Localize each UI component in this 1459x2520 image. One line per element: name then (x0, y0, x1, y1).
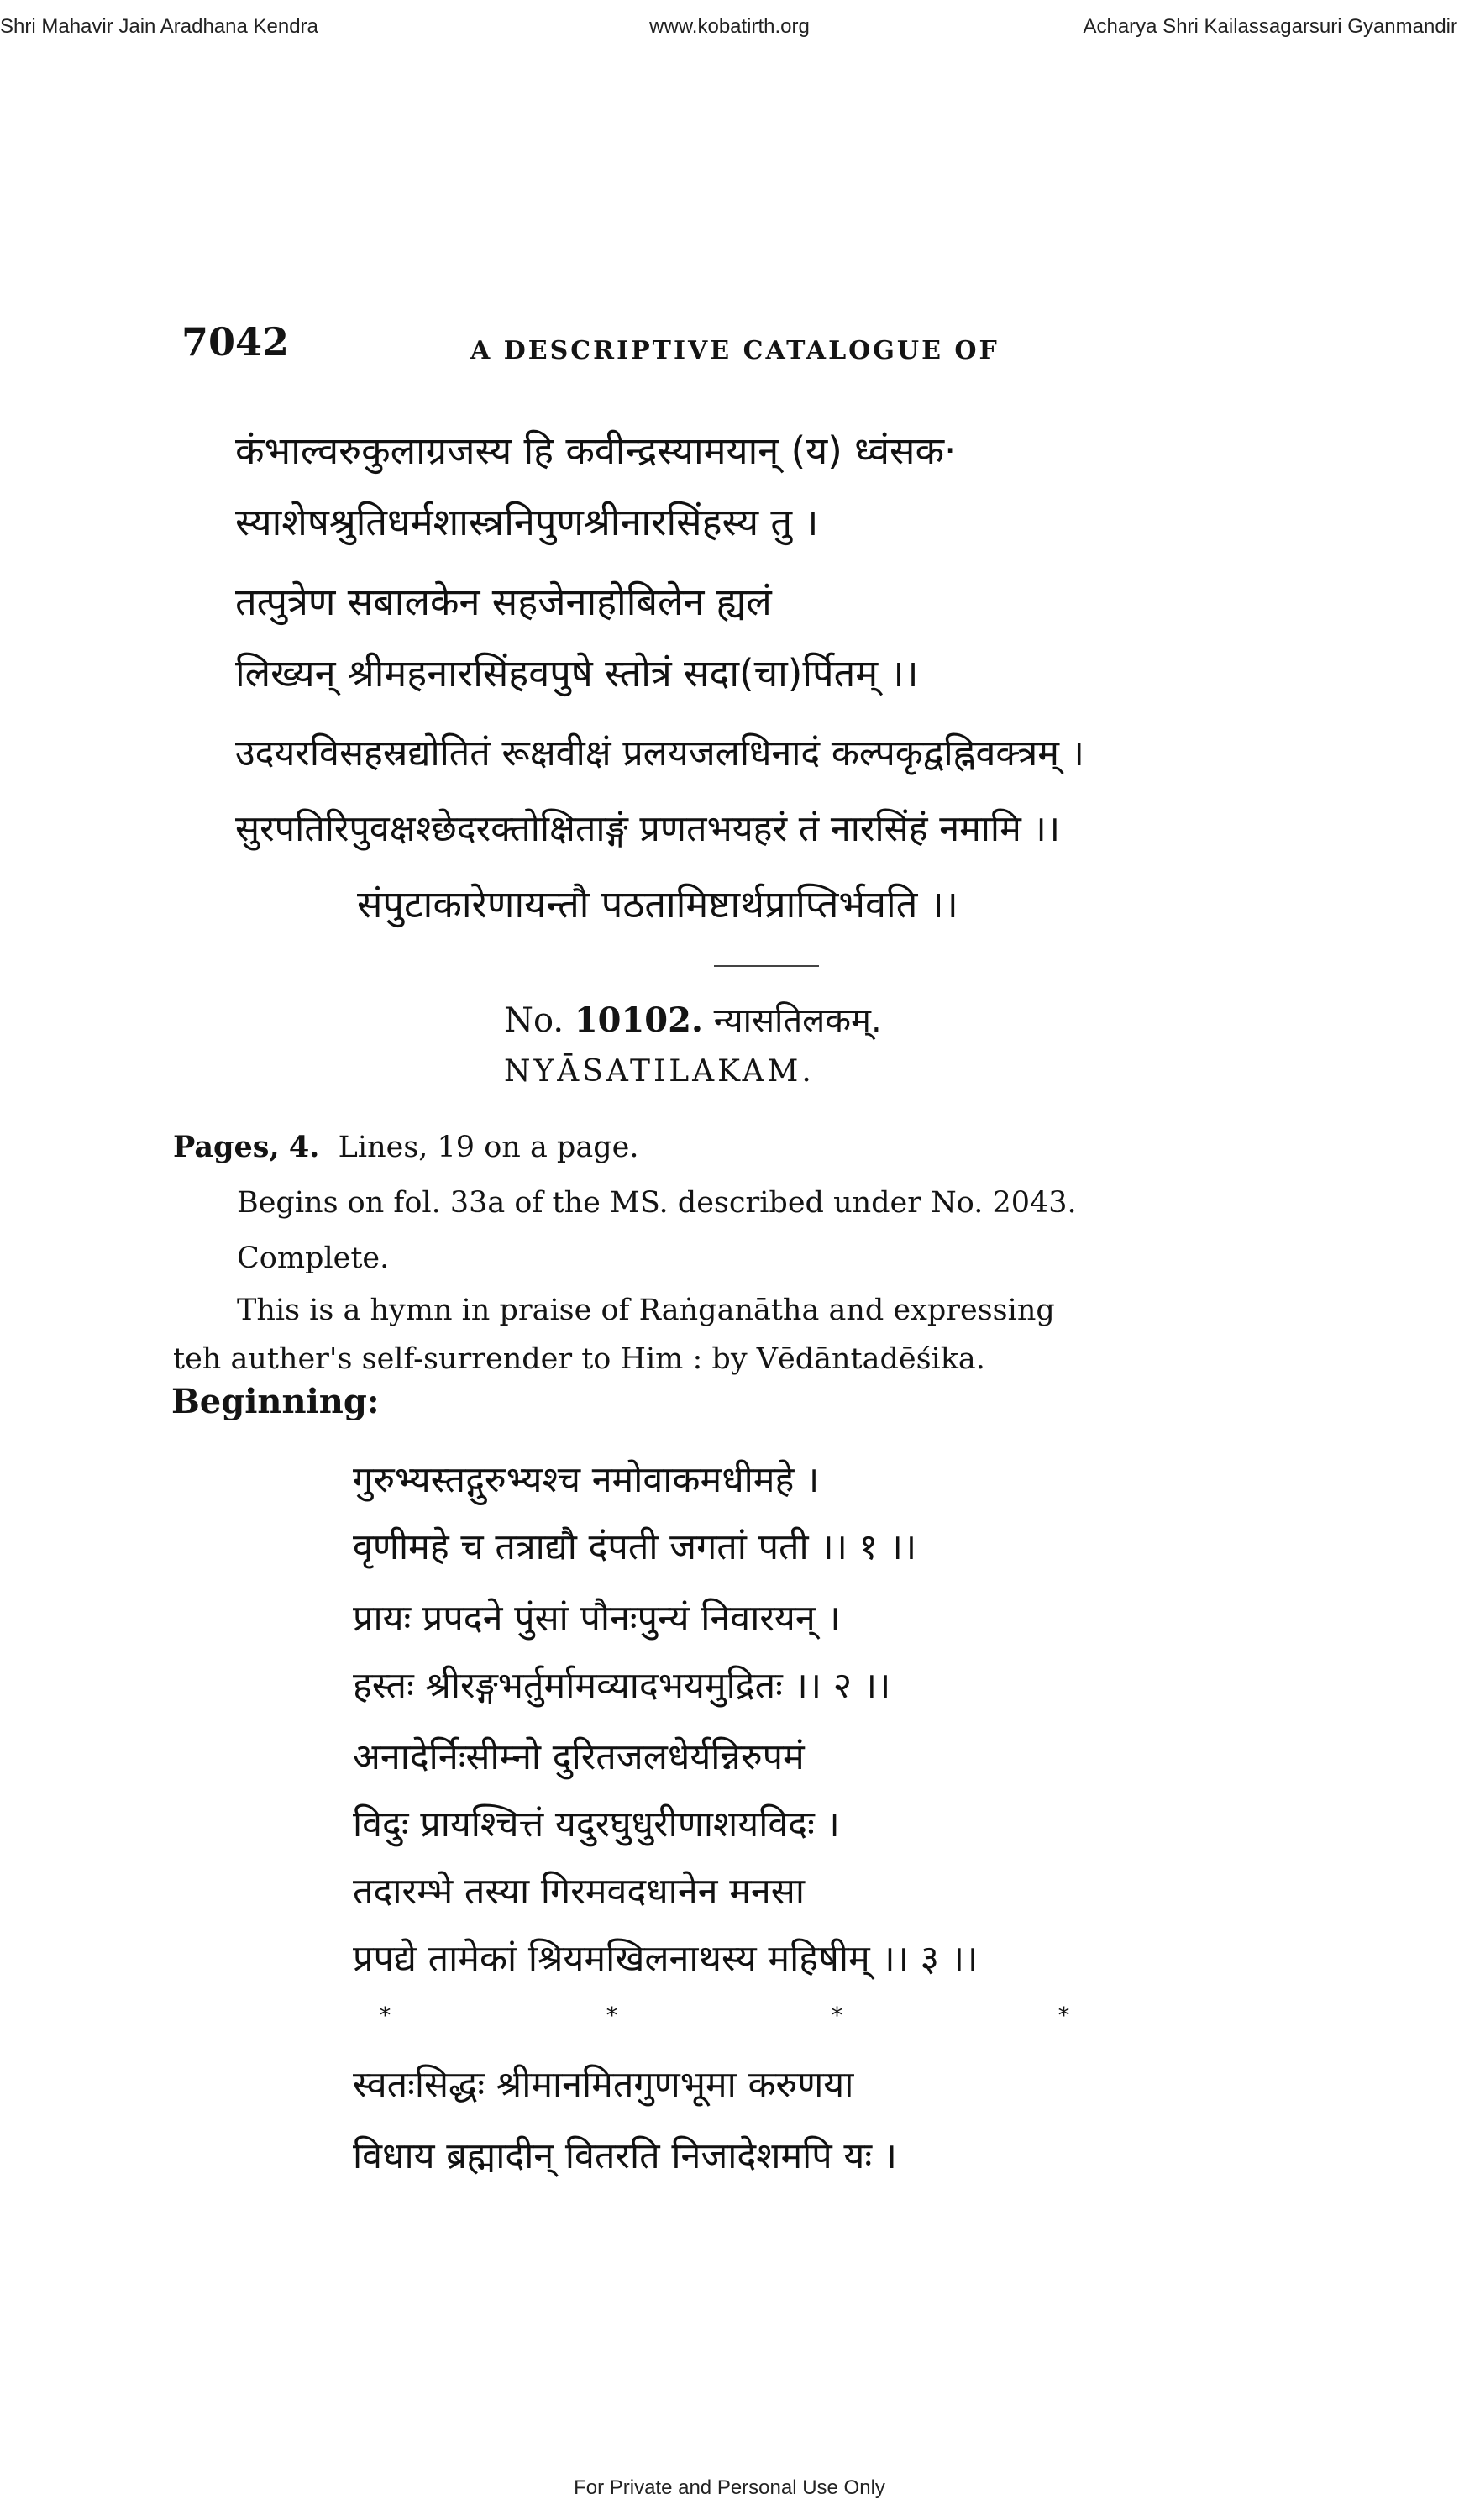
header-right-text: Acharya Shri Kailassagarsuri Gyanmandir (1083, 15, 1457, 38)
description-line: teh auther's self-surrender to Him : by Vēdāntadēśika. (173, 1342, 985, 1376)
begins-line: Begins on fol. 33a of the MS. described under No. 2043. (237, 1186, 1077, 1220)
verse-line: विधाय ब्रह्मादीन् वितरति निजादेशमपि यः । (353, 2135, 897, 2177)
pages-line (173, 1130, 638, 1164)
verse-line: विदुः प्रायश्चित्तं यदुरघुधुरीणाशयविदः । (353, 1803, 840, 1845)
verse-line: संपुटाकारेणायन्तौ पठतामिष्टार्थप्राप्तिर्भवति ।। (357, 882, 958, 927)
verse-line: स्वतःसिद्धः श्रीमानमितगुणभूमा करुणया (353, 2064, 854, 2106)
verse-line: प्रपद्ये तामेकां श्रियमखिलनाथस्य महिषीम् ।। ३ ।। (353, 1938, 979, 1980)
verse-line: तदारम्भे तस्या गिरमवदधानेन मनसा (353, 1871, 805, 1913)
entry-heading (504, 995, 882, 1042)
verse-line: कंभाल्वरुकुलाग्रजस्य हि कवीन्द्रस्यामयान् (य) ध्वंसक· (235, 428, 957, 473)
header-left-text: Shri Mahavir Jain Aradhana Kendra (0, 15, 318, 38)
verse-line: तत्पुत्रेण सबालकेन सहजेनाहोबिलेन ह्यलं (235, 580, 772, 624)
separator-star: * (380, 2003, 391, 2029)
pages-label: Pages, (173, 1130, 280, 1164)
pages-count: 4. (288, 1130, 320, 1164)
entry-no-label: No. (504, 1001, 564, 1040)
separator-star: * (1058, 2003, 1069, 2029)
running-title: A DESCRIPTIVE CATALOGUE OF (470, 336, 1000, 365)
lines-info: Lines, 19 on a page. (338, 1131, 639, 1164)
verse-line: प्रायः प्रपदने पुंसां पौनःपुन्यं निवारयन् । (353, 1598, 841, 1640)
verse-line: वृणीमहे च तत्राद्यौ दंपती जगतां पती ।। १ ।। (353, 1526, 917, 1568)
description-line: This is a hymn in praise of Raṅganātha and expressing (237, 1294, 1055, 1327)
separator-star: * (606, 2003, 617, 2029)
entry-sanskrit-title: न्यासतिलकम्. (713, 1001, 882, 1040)
verse-line: उदयरविसहस्रद्योतितं रूक्षवीक्षं प्रलयजलधिनादं कल्पकृद्वह्निवक्त्रम् । (235, 732, 1084, 774)
entry-title: NYĀSATILAKAM. (504, 1054, 815, 1089)
complete-line: Complete. (237, 1242, 390, 1275)
beginning-label: Beginning: (171, 1382, 380, 1421)
verse-line: स्याशेषश्रुतिधर्मशास्त्रनिपुणश्रीनारसिंहस्य तु । (235, 500, 819, 544)
verse-line: सुरपतिरिपुवक्षश्छेदरक्तोक्षिताङ्गं प्रणतभयहरं तं नारसिंहं नमामि ।। (235, 808, 1061, 850)
verse-line: लिख्यन् श्रीमहनारसिंहवपुषे स्तोत्रं सदा(चा)र्पितम् ।। (235, 651, 919, 696)
verse-line: गुरुभ्यस्तद्गुरुभ्यश्च नमोवाकमधीमहे । (353, 1459, 820, 1501)
page-number: 7042 (181, 319, 290, 365)
separator-star: * (832, 2003, 842, 2029)
footer-text: For Private and Personal Use Only (574, 2476, 885, 2499)
section-divider (714, 965, 819, 967)
header-website: www.kobatirth.org (649, 15, 810, 38)
entry-number: 10102. (574, 1000, 703, 1040)
verse-line: अनादेर्निःसीम्नो दुरितजलधेर्यन्निरुपमं (353, 1736, 805, 1778)
verse-line: हस्तः श्रीरङ्गभर्तुर्मामव्यादभयमुद्रितः ।। २ ।। (353, 1665, 891, 1707)
